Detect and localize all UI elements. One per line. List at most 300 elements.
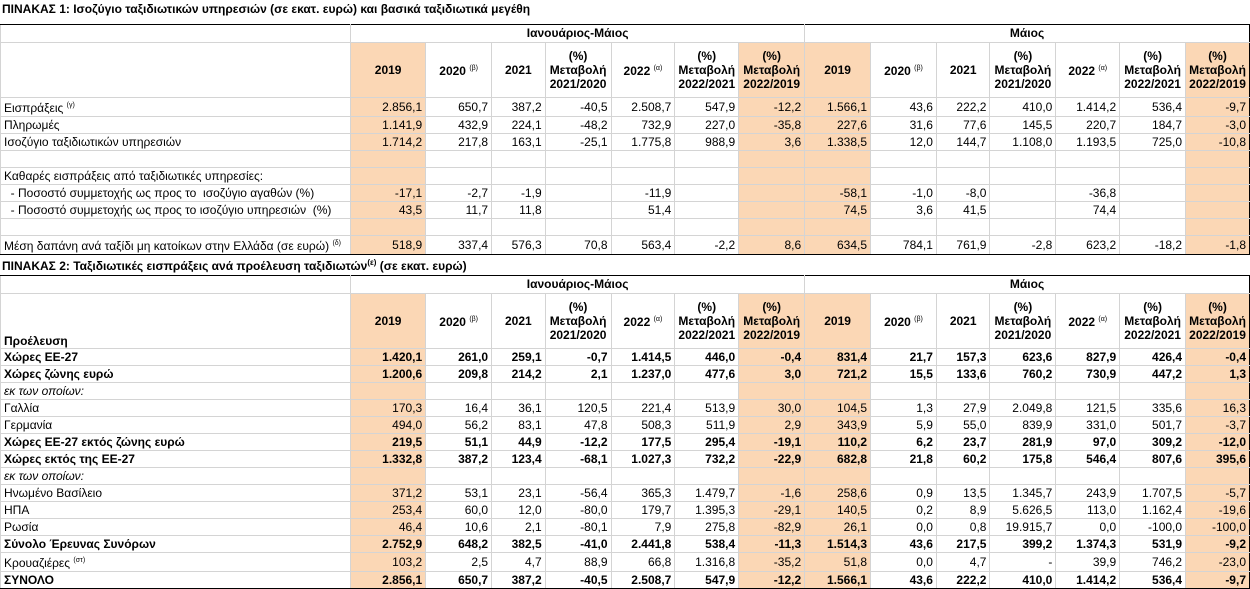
cell-value: 0,9	[871, 485, 937, 502]
cell-value: 399,2	[990, 536, 1056, 553]
cell-value	[739, 202, 805, 219]
cell-value: 511,9	[675, 417, 739, 434]
row-label-text: εκ των οποίων:	[4, 469, 84, 483]
cell-value	[990, 468, 1056, 485]
cell-value: -35,8	[739, 117, 805, 134]
row-label	[1, 219, 351, 236]
cell-value: 839,9	[990, 417, 1056, 434]
cell-value: 648,2	[426, 536, 492, 553]
cell-value: 2,1	[545, 366, 611, 383]
cell-value	[936, 219, 990, 236]
cell-value: 227,6	[805, 117, 871, 134]
cell-value: 31,6	[871, 117, 937, 134]
cell-value	[351, 219, 426, 236]
table-row	[1, 168, 1250, 185]
cell-value	[871, 383, 937, 400]
row-label-text: ΗΠΑ	[4, 503, 30, 517]
column-header	[675, 294, 739, 349]
row-label	[1, 98, 351, 117]
cell-value	[675, 151, 739, 168]
cell-value: -82,9	[739, 519, 805, 536]
cell-value: 1.420,1	[351, 349, 426, 366]
cell-value	[936, 468, 990, 485]
row-label	[1, 168, 351, 185]
cell-value: 23,7	[936, 434, 990, 451]
column-header	[426, 43, 492, 98]
row-label-text: Χώρες ζώνης ευρώ	[4, 367, 114, 381]
column-header-label: 2022	[1068, 315, 1096, 329]
cell-value: 66,8	[611, 553, 675, 572]
table-row	[1, 519, 1250, 536]
cell-value: 2.049,8	[990, 400, 1056, 417]
row-label-text: Καθαρές εισπράξεις από ταξιδιωτικές υπηρεσίες:	[4, 169, 264, 183]
cell-value: 513,9	[675, 400, 739, 417]
cell-value: -1,8	[1186, 236, 1250, 255]
cell-value: 1.162,4	[1120, 502, 1186, 519]
cell-value: 732,9	[611, 117, 675, 134]
column-header	[1056, 43, 1120, 98]
cell-value: -3,0	[1186, 117, 1250, 134]
cell-value: 547,9	[675, 572, 739, 589]
column-header-label: 2019	[374, 314, 402, 328]
row-label-text: - Ποσοστό συμμετοχής ως προς το ισοζύγιο αγαθών (%)	[4, 186, 315, 200]
cell-value: 1.332,8	[351, 451, 426, 468]
cell-value	[871, 151, 937, 168]
row-label	[1, 536, 351, 553]
column-header-label: 2019	[374, 63, 402, 77]
cell-value	[1186, 168, 1250, 185]
cell-value: 446,0	[675, 349, 739, 366]
column-header-label: (%) Μεταβολή 2022/2021	[1124, 49, 1181, 91]
row-label-text: Χώρες ΕΕ-27 εκτός ζώνης ευρώ	[4, 435, 185, 449]
cell-value: 426,4	[1120, 349, 1186, 366]
cell-value	[351, 383, 426, 400]
row-label	[1, 417, 351, 434]
cell-value: 43,5	[351, 202, 426, 219]
cell-value: 26,1	[805, 519, 871, 536]
column-header	[1120, 294, 1186, 349]
row-label	[1, 434, 351, 451]
cell-value: 221,4	[611, 400, 675, 417]
cell-value: 1.193,5	[1056, 134, 1120, 151]
cell-value: 12,0	[492, 502, 546, 519]
column-header-label: 2022	[623, 64, 651, 78]
cell-value: -17,1	[351, 185, 426, 202]
table2-title-suffix: (σε εκατ. ευρώ)	[376, 259, 467, 273]
cell-value: 275,8	[675, 519, 739, 536]
row-label	[1, 202, 351, 219]
cell-value: 725,0	[1120, 134, 1186, 151]
cell-value: 157,3	[936, 349, 990, 366]
table2-title-main: ΠΙΝΑΚΑΣ 2: Ταξιδιωτικές εισπράξεις ανά προέλευση ταξιδιωτών	[2, 259, 368, 273]
row-label	[1, 134, 351, 151]
cell-value: 732,2	[675, 451, 739, 468]
cell-value: 55,0	[936, 417, 990, 434]
cell-value: -2,8	[990, 236, 1056, 255]
column-header	[545, 294, 611, 349]
cell-value: -56,4	[545, 485, 611, 502]
cell-value: 807,6	[1120, 451, 1186, 468]
cell-value: 209,8	[426, 366, 492, 383]
column-header-label: 2022	[1068, 64, 1096, 78]
cell-value: -23,0	[1186, 553, 1250, 572]
column-header-label: (%) Μεταβολή 2022/2021	[678, 49, 736, 91]
cell-value: 51,8	[805, 553, 871, 572]
cell-value: 170,3	[351, 400, 426, 417]
table-row	[1, 400, 1250, 417]
cell-value: 634,5	[805, 236, 871, 255]
cell-value: 546,4	[1056, 451, 1120, 468]
row-label-text: Χώρες εκτός της ΕΕ-27	[4, 452, 135, 466]
cell-value: 227,0	[675, 117, 739, 134]
cell-value	[805, 168, 871, 185]
cell-value: 11,8	[492, 202, 546, 219]
row-label	[1, 349, 351, 366]
cell-value	[739, 185, 805, 202]
cell-value	[739, 168, 805, 185]
cell-value: 220,7	[1056, 117, 1120, 134]
cell-value	[990, 185, 1056, 202]
cell-value	[1056, 219, 1120, 236]
table-row	[1, 151, 1250, 168]
cell-value	[426, 383, 492, 400]
cell-value: 16,3	[1186, 400, 1250, 417]
cell-value: 547,9	[675, 98, 739, 117]
cell-value: 104,5	[805, 400, 871, 417]
cell-value: 43,6	[871, 98, 937, 117]
cell-value: -12,0	[1186, 434, 1250, 451]
cell-value: -3,7	[1186, 417, 1250, 434]
cell-value	[805, 219, 871, 236]
cell-value: 432,9	[426, 117, 492, 134]
cell-value: 387,2	[426, 451, 492, 468]
column-header	[1186, 294, 1250, 349]
table-row	[1, 572, 1250, 589]
column-header-label: (%) Μεταβολή 2021/2020	[549, 49, 607, 91]
cell-value: -1,9	[492, 185, 546, 202]
cell-value	[936, 383, 990, 400]
row-label-text: Γαλλία	[4, 401, 40, 415]
column-header-label: 2021	[949, 314, 977, 328]
cell-value: 1.374,3	[1056, 536, 1120, 553]
cell-value: 760,2	[990, 366, 1056, 383]
cell-value: 30,0	[739, 400, 805, 417]
column-header	[351, 294, 426, 349]
column-header-sup: (α)	[653, 316, 663, 323]
row-label-sup: (στ)	[73, 557, 86, 564]
row-label-text: Πληρωμές	[4, 118, 60, 132]
column-header-sup: (β)	[914, 316, 923, 323]
cell-value: -9,7	[1186, 572, 1250, 589]
cell-value	[739, 383, 805, 400]
column-header	[351, 43, 426, 98]
column-header	[611, 294, 675, 349]
column-header-label: 2020	[439, 64, 466, 78]
cell-value: -48,2	[545, 117, 611, 134]
row-label-text: ΣΥΝΟΛΟ	[4, 573, 54, 587]
cell-value: 11,7	[426, 202, 492, 219]
column-header-label: (%) Μεταβολή 2022/2019	[743, 300, 801, 342]
cell-value: 253,4	[351, 502, 426, 519]
cell-value	[1056, 151, 1120, 168]
row-label-text: Γερμανία	[4, 418, 53, 432]
cell-value: 184,7	[1120, 117, 1186, 134]
cell-value: 2.508,7	[611, 572, 675, 589]
column-header-label: (%) Μεταβολή 2022/2019	[1189, 49, 1246, 91]
cell-value	[990, 202, 1056, 219]
cell-value: 1.414,5	[611, 349, 675, 366]
cell-value: 447,2	[1120, 366, 1186, 383]
cell-value	[1120, 219, 1186, 236]
cell-value	[675, 468, 739, 485]
cell-value: 74,4	[1056, 202, 1120, 219]
cell-value: 2.752,9	[351, 536, 426, 553]
table-row	[1, 434, 1250, 451]
column-header-sup: (α)	[1098, 316, 1108, 323]
cell-value: 16,4	[426, 400, 492, 417]
column-header-label: (%) Μεταβολή 2022/2021	[678, 300, 736, 342]
cell-value: 70,8	[545, 236, 611, 255]
cell-value	[990, 168, 1056, 185]
cell-value: 1,3	[871, 400, 937, 417]
cell-value: -5,7	[1186, 485, 1250, 502]
row-label	[1, 366, 351, 383]
row-label	[1, 151, 351, 168]
table-row	[1, 349, 1250, 366]
cell-value: 259,1	[492, 349, 546, 366]
column-header	[492, 294, 546, 349]
cell-value: 224,1	[492, 117, 546, 134]
cell-value: 761,9	[936, 236, 990, 255]
row-label-text: Κρουαζιέρες	[4, 556, 71, 570]
table-row	[1, 383, 1250, 400]
table1-title: ΠΙΝΑΚΑΣ 1: Ισοζύγιο ταξιδιωτικών υπηρεσιών (σε εκατ. ευρώ) και βασικά ταξιδιωτικά μεγέθη	[2, 2, 531, 16]
cell-value: 1.395,3	[675, 502, 739, 519]
cell-value: 60,0	[426, 502, 492, 519]
group-header-jan-may: Ιανουάριος-Μάιος	[351, 25, 805, 43]
cell-value: 295,4	[675, 434, 739, 451]
cell-value: 120,5	[545, 400, 611, 417]
cell-value: 988,9	[675, 134, 739, 151]
cell-value: 2.508,7	[611, 98, 675, 117]
cell-value: 623,6	[990, 349, 1056, 366]
cell-value: 576,3	[492, 236, 546, 255]
cell-value: -12,2	[739, 572, 805, 589]
column-header-label: 2021	[949, 63, 977, 77]
column-header	[805, 294, 871, 349]
cell-value	[492, 383, 546, 400]
cell-value: 3,0	[739, 366, 805, 383]
cell-value: -68,1	[545, 451, 611, 468]
cell-value: 175,8	[990, 451, 1056, 468]
cell-value: 163,1	[492, 134, 546, 151]
cell-value: 88,9	[545, 553, 611, 572]
cell-value	[611, 151, 675, 168]
cell-value: 1.237,0	[611, 366, 675, 383]
column-header	[1186, 43, 1250, 98]
column-header-label: 2019	[824, 63, 851, 77]
cell-value	[1120, 185, 1186, 202]
cell-value: -41,0	[545, 536, 611, 553]
row-label-text: - Ποσοστό συμμετοχής ως προς το ισοζύγιο υπηρεσιών (%)	[4, 203, 332, 217]
table-row	[1, 485, 1250, 502]
cell-value	[1186, 185, 1250, 202]
cell-value: 144,7	[936, 134, 990, 151]
cell-value: 1.775,8	[611, 134, 675, 151]
table2-title	[2, 258, 467, 273]
cell-value	[871, 468, 937, 485]
cell-value: 0,0	[871, 553, 937, 572]
cell-value: -12,2	[545, 434, 611, 451]
column-header-label: 2019	[824, 314, 851, 328]
cell-value: 2.441,8	[611, 536, 675, 553]
cell-value: 335,6	[1120, 400, 1186, 417]
cell-value	[1120, 202, 1186, 219]
table-row	[1, 98, 1250, 117]
cell-value: 217,5	[936, 536, 990, 553]
cell-value: -1,0	[871, 185, 937, 202]
cell-value: 0,2	[871, 502, 937, 519]
table-row	[1, 117, 1250, 134]
cell-value: -11,3	[739, 536, 805, 553]
group-header-jan-may: Ιανουάριος-Μάιος	[351, 276, 805, 294]
table-row	[1, 219, 1250, 236]
cell-value: -9,7	[1186, 98, 1250, 117]
column-header	[492, 43, 546, 98]
cell-value: -2,7	[426, 185, 492, 202]
row-label	[1, 185, 351, 202]
cell-value: 177,5	[611, 434, 675, 451]
row-label	[1, 502, 351, 519]
cell-value: 1.200,6	[351, 366, 426, 383]
cell-value: -40,5	[545, 572, 611, 589]
cell-value: 261,0	[426, 349, 492, 366]
cell-value: 21,7	[871, 349, 937, 366]
cell-value: 1,3	[1186, 366, 1250, 383]
cell-value: 46,4	[351, 519, 426, 536]
column-header	[936, 43, 990, 98]
cell-value: 8,9	[936, 502, 990, 519]
cell-value: 0,0	[1056, 519, 1120, 536]
cell-value: 258,6	[805, 485, 871, 502]
table2-title-sup: (ε)	[367, 258, 377, 267]
cell-value: 1.707,5	[1120, 485, 1186, 502]
cell-value: 23,1	[492, 485, 546, 502]
cell-value	[871, 168, 937, 185]
column-header-label: 2022	[623, 315, 651, 329]
cell-value: 501,7	[1120, 417, 1186, 434]
column-header-label: (%) Μεταβολή 2022/2019	[743, 49, 801, 91]
cell-value: 309,2	[1120, 434, 1186, 451]
cell-value	[936, 151, 990, 168]
cell-value: -35,2	[739, 553, 805, 572]
row-label	[1, 519, 351, 536]
cell-value	[805, 468, 871, 485]
origin-header	[1, 43, 351, 98]
cell-value: 337,4	[426, 236, 492, 255]
column-header-label: 2021	[505, 63, 532, 77]
cell-value: 51,1	[426, 434, 492, 451]
row-label-text: Εισπράξεις	[4, 101, 64, 115]
table-row	[1, 202, 1250, 219]
cell-value: 56,2	[426, 417, 492, 434]
cell-value	[675, 202, 739, 219]
row-label-text: Μέση δαπάνη ανά ταξίδι μη κατοίκων στην Ελλάδα (σε ευρώ)	[4, 239, 330, 253]
cell-value	[1120, 151, 1186, 168]
cell-value: 5.626,5	[990, 502, 1056, 519]
column-header-label: 2020	[884, 315, 911, 329]
column-header	[805, 43, 871, 98]
cell-value: 1.479,7	[675, 485, 739, 502]
column-header	[990, 294, 1056, 349]
cell-value: 343,9	[805, 417, 871, 434]
cell-value: 623,2	[1056, 236, 1120, 255]
column-header	[1056, 294, 1120, 349]
cell-value	[1186, 468, 1250, 485]
table-row	[1, 468, 1250, 485]
cell-value: 746,2	[1120, 553, 1186, 572]
cell-value: 477,6	[675, 366, 739, 383]
cell-value	[990, 219, 1056, 236]
cell-value	[351, 151, 426, 168]
cell-value: 145,5	[990, 117, 1056, 134]
cell-value	[739, 151, 805, 168]
column-header	[611, 43, 675, 98]
cell-value: 2.856,1	[351, 572, 426, 589]
cell-value	[675, 185, 739, 202]
cell-value: -8,0	[936, 185, 990, 202]
column-header-label: (%) Μεταβολή 2021/2020	[994, 49, 1052, 91]
origin-header: Προέλευση	[1, 294, 351, 349]
cell-value: 1.027,3	[611, 451, 675, 468]
row-label-text: εκ των οποίων:	[4, 384, 84, 398]
cell-value: 44,9	[492, 434, 546, 451]
column-header-sup: (β)	[469, 65, 479, 72]
column-header	[426, 294, 492, 349]
cell-value: -58,1	[805, 185, 871, 202]
column-header-label: 2020	[439, 315, 466, 329]
table-row	[1, 451, 1250, 468]
cell-value: 8,6	[739, 236, 805, 255]
table-row	[1, 236, 1250, 255]
column-header-sup: (β)	[914, 65, 923, 72]
cell-value: -19,6	[1186, 502, 1250, 519]
cell-value	[426, 168, 492, 185]
cell-value	[1056, 168, 1120, 185]
cell-value	[426, 219, 492, 236]
cell-value: 77,6	[936, 117, 990, 134]
cell-value	[1056, 383, 1120, 400]
cell-value: 60,2	[936, 451, 990, 468]
cell-value	[936, 168, 990, 185]
cell-value: 784,1	[871, 236, 937, 255]
cell-value	[611, 168, 675, 185]
cell-value: 12,0	[871, 134, 937, 151]
cell-value: 3,6	[739, 134, 805, 151]
receipts-by-origin-table	[0, 275, 1250, 589]
cell-value: 827,9	[1056, 349, 1120, 366]
row-label	[1, 451, 351, 468]
cell-value: 538,4	[675, 536, 739, 553]
cell-value: 219,5	[351, 434, 426, 451]
cell-value: 650,7	[426, 572, 492, 589]
cell-value	[611, 468, 675, 485]
column-header-label: (%) Μεταβολή 2022/2021	[1124, 300, 1181, 342]
cell-value: 133,6	[936, 366, 990, 383]
cell-value	[739, 468, 805, 485]
cell-value: 4,7	[492, 553, 546, 572]
cell-value: 1.141,9	[351, 117, 426, 134]
